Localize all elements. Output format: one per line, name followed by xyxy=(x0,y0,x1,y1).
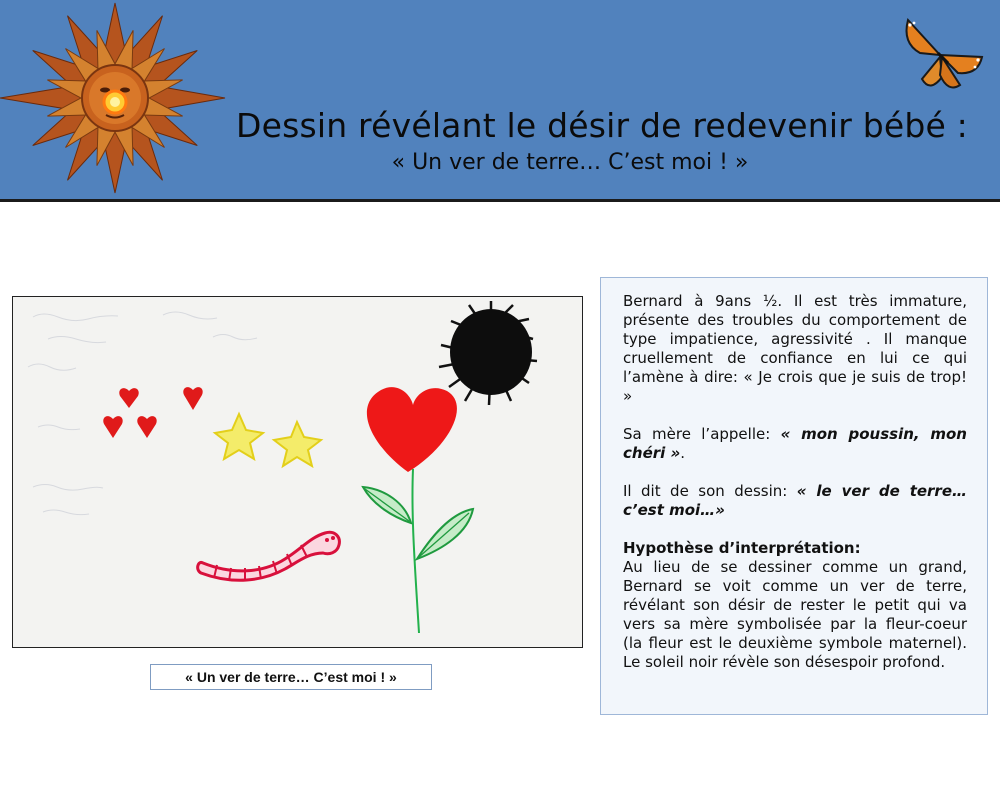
child-quote: « le ver de terre… c’est moi…» xyxy=(623,482,968,519)
hypothesis-heading: Hypothèse d’interprétation: xyxy=(623,539,861,557)
butterfly-icon xyxy=(900,15,985,95)
page-title: Dessin révélant le désir de redevenir bébé : xyxy=(235,106,968,145)
intro-paragraph: Bernard à 9ans ½. Il est très immature, présente des troubles du comportement de type impatience, agressivité . Il manque cruellement de confiance en lui ce qui l’amène à dire: « Je crois que je suis de trop! » xyxy=(623,292,967,405)
child-quote-paragraph xyxy=(623,482,967,520)
page-subtitle: « Un ver de terre… C’est moi ! » xyxy=(391,150,749,175)
child-drawing-image xyxy=(12,296,583,648)
drawing-caption: « Un ver de terre… C’est moi ! » xyxy=(150,664,432,690)
child-quote-intro: Il dit de son dessin: xyxy=(623,482,797,500)
description-panel xyxy=(600,277,988,715)
header-divider xyxy=(0,199,1000,202)
mother-quote-intro: Sa mère l’appelle: xyxy=(623,425,781,443)
sun-logo-icon xyxy=(0,0,230,200)
mother-quote: « mon poussin, mon chéri » xyxy=(623,425,967,462)
hypothesis-text: Au lieu de se dessiner comme un grand, Bernard se voit comme un ver de terre, révélant son désir de rester le petit qui va vers sa mère symbolisée par la fleur-coeur (la fleur est le deuxième symbole maternel). Le soleil noir révèle son désespoir profond. xyxy=(623,558,967,671)
mother-quote-end: . xyxy=(680,444,686,462)
header-banner xyxy=(0,0,1000,199)
mother-quote-paragraph xyxy=(623,425,967,463)
